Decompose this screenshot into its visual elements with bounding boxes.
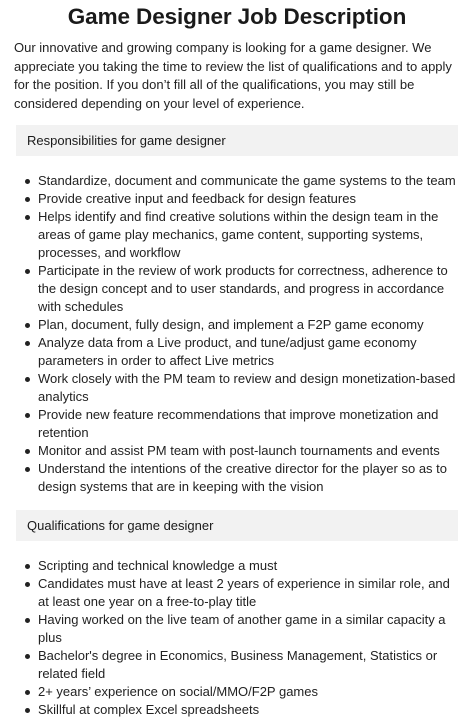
list-item xyxy=(14,611,458,647)
list-item xyxy=(14,683,458,701)
list-item xyxy=(14,406,458,442)
list-item-text: Provide new feature recommendations that improve monetization and retention xyxy=(38,407,439,440)
bullet-icon xyxy=(25,582,30,587)
bullet-icon xyxy=(25,618,30,623)
list-item-text: Monitor and assist PM team with post-launch tournaments and events xyxy=(38,443,440,458)
qualifications-list xyxy=(14,557,458,719)
list-item-text: Skillful at complex Excel spreadsheets xyxy=(38,702,260,717)
list-item-text: Helps identify and find creative solutions within the design team in the areas of game play mechanics, game content, supporting systems, processes, and workflow xyxy=(38,209,439,260)
bullet-icon xyxy=(25,197,30,202)
responsibilities-list xyxy=(14,172,458,496)
bullet-icon xyxy=(25,179,30,184)
list-item xyxy=(14,647,458,683)
intro-paragraph: Our innovative and growing company is looking for a game designer. We appreciate you taking the time to review the list of qualifications and to apply for the position. If you don’t fill all of the qualifications, you may still be considered depending on your level of experience. xyxy=(14,40,452,111)
list-item-text: Having worked on the live team of another game in a similar capacity a plus xyxy=(38,612,446,645)
page-title: Game Designer Job Description xyxy=(67,4,407,29)
list-item xyxy=(14,701,458,719)
list-item-text: Analyze data from a Live product, and tune/adjust game economy parameters in order to affect Live metrics xyxy=(38,335,417,368)
bullet-icon xyxy=(25,467,30,472)
list-item-text: Plan, document, fully design, and implement a F2P game economy xyxy=(38,317,424,332)
list-item-text: 2+ years’ experience on social/MMO/F2P games xyxy=(38,684,318,699)
list-item xyxy=(14,172,458,190)
bullet-icon xyxy=(25,413,30,418)
list-item xyxy=(14,334,458,370)
list-item xyxy=(14,316,458,334)
list-item xyxy=(14,460,458,496)
bullet-icon xyxy=(25,708,30,713)
qualifications-heading: Qualifications for game designer xyxy=(16,510,458,541)
bullet-icon xyxy=(25,654,30,659)
list-item-text: Understand the intentions of the creative director for the player so as to design systems that are in keeping with the vision xyxy=(38,461,448,494)
bullet-icon xyxy=(25,564,30,569)
list-item-text: Provide creative input and feedback for design features xyxy=(38,191,356,206)
list-item xyxy=(14,442,458,460)
list-item-text: Work closely with the PM team to review and design monetization-based analytics xyxy=(38,371,456,404)
list-item-text: Scripting and technical knowledge a must xyxy=(38,558,278,573)
responsibilities-heading: Responsibilities for game designer xyxy=(16,125,458,156)
list-item xyxy=(14,370,458,406)
bullet-icon xyxy=(25,377,30,382)
list-item xyxy=(14,575,458,611)
list-item xyxy=(14,208,458,262)
list-item-text: Candidates must have at least 2 years of experience in similar role, and at least one year on a free-to-play title xyxy=(38,576,450,609)
bullet-icon xyxy=(25,449,30,454)
bullet-icon xyxy=(25,341,30,346)
list-item xyxy=(14,190,458,208)
list-item-text: Standardize, document and communicate the game systems to the team xyxy=(38,173,456,188)
list-item-text: Bachelor's degree in Economics, Business Management, Statistics or related field xyxy=(38,648,438,681)
bullet-icon xyxy=(25,269,30,274)
bullet-icon xyxy=(25,690,30,695)
bullet-icon xyxy=(25,215,30,220)
list-item xyxy=(14,557,458,575)
list-item-text: Participate in the review of work products for correctness, adherence to the design concept and to user standards, and progress in accordance with schedules xyxy=(38,263,448,314)
list-item xyxy=(14,262,458,316)
bullet-icon xyxy=(25,323,30,328)
